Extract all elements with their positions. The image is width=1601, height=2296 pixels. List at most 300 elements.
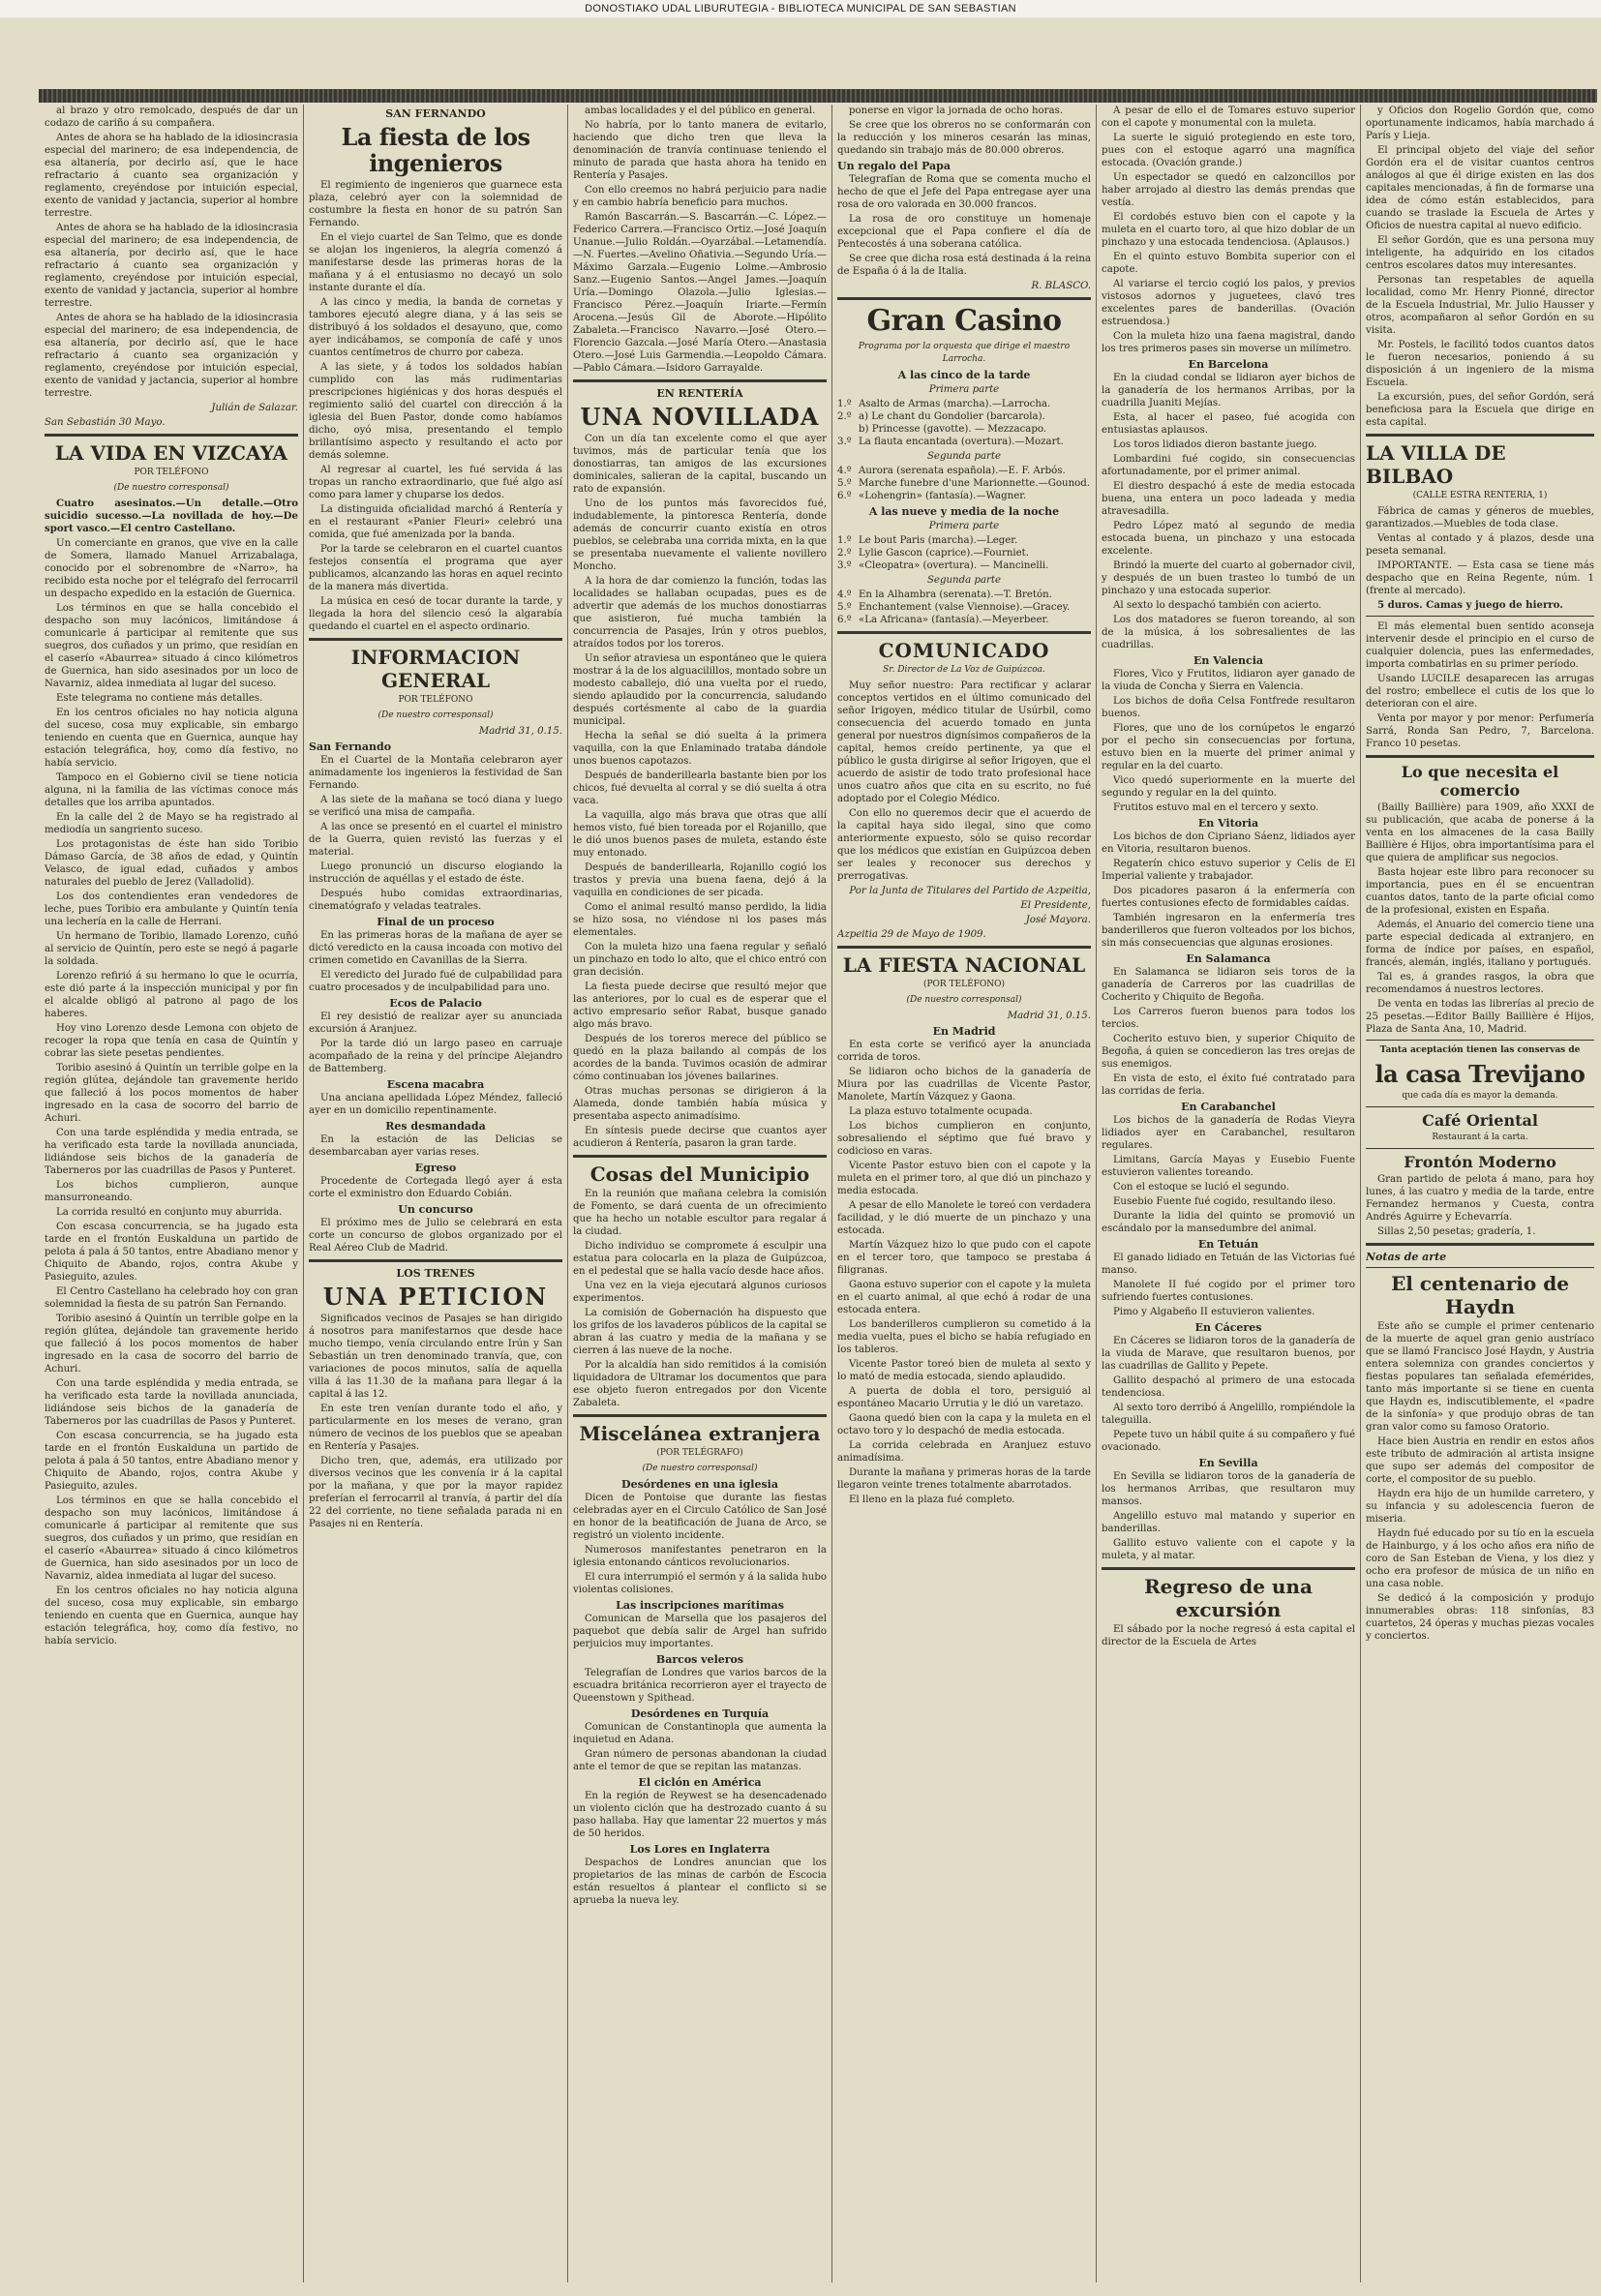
subhead: San Fernando xyxy=(309,740,392,753)
program-part: Segunda parte xyxy=(926,451,1002,462)
divider xyxy=(309,638,562,641)
article-text: El ganado lidiado en Tetuán de las Victorias fué manso. xyxy=(1102,1253,1355,1276)
article-text: En la calle del 2 de Mayo se ha registrado al mediodía un sangriento suceso. xyxy=(45,812,298,835)
article-text: La distinguida oficialidad marchó á Rentería y en el restaurant «Panier Fleuri» celebró una comida, que fué amenizada por la banda. xyxy=(309,504,562,540)
item-title: Asalto de Armas (marcha).—Larrocha. xyxy=(859,399,1051,409)
column-1 xyxy=(45,105,298,2282)
article-text: ponerse en vigor la jornada de ocho horas. xyxy=(849,106,1064,116)
section-subtitle: (POR TELÉFONO) xyxy=(922,980,1006,989)
item-number: 5.º xyxy=(837,602,852,613)
article-text: A las cinco y media, la banda de cornetas y tambores ejecutó alegre diana, y á las seis se distribuyó á los soldados el desayuno, que, como ayer indicábamos, se componía de café y unos cuantos centímetros de churro por cabeza. xyxy=(309,297,562,358)
article-text: Este año se cumple el primer centenario de la muerte de aquel gran genio austríaco que se llamó Francisco José Haydn, y Austria entera solemniza con grandes conciertos y fiestas populares tan señalada efemérides, tanto más importante si se tiene en cuenta que Haydn es, indiscutiblemente, el «padre de la sinfonía» y que produjo obras de tan gran valor como su famoso Oratorio. xyxy=(1366,1321,1594,1433)
advert-text: que cada día es mayor la demanda. xyxy=(1402,1091,1558,1101)
item-title: a) Le chant du Gondolier (barcarola). xyxy=(859,411,1045,422)
signature: El Presidente, xyxy=(1020,900,1091,911)
article-title: UNA PETICION xyxy=(322,1283,549,1311)
article-text: Comunican de Marsella que los pasajeros del paquebot que debía salir de Argel han sufrido perjuicios muy importantes. xyxy=(573,1614,827,1649)
article-text: Por la tarde se celebraron en el cuartel cuantos festejos consentía el programa que ayer publicamos, alcanzando las horas en aquel recinto de la manera más divertida. xyxy=(309,544,562,592)
article-text: En los centros oficiales no hay noticia alguna del suceso, cosa muy explicable, sin embargo teniendo en cuenta que en Guernica, aunque hay estación telegráfica, hoy, como día festivo, no había servicio. xyxy=(45,708,298,769)
article-text: Con la muleta hizo una faena regular y señaló un pinchazo en todo lo alto, que el chico entró con gran decisión. xyxy=(573,942,827,978)
article-text: Otras muchas personas se dirigieron á la Alameda, donde también había música y presentaba aspecto animadísimo. xyxy=(573,1086,827,1122)
article-text: Brindó la muerte del cuarto al gobernador civil, y después de un buen trasteo lo tumbó de un pinchazo y una estocada superior. xyxy=(1102,560,1355,596)
advert-text: Tal es, á grandes rasgos, la obra que recomendamos á nuestros lectores. xyxy=(1366,972,1594,995)
article-text: Una anciana apellidada López Méndez, falleció ayer en un domicilio repentinamente. xyxy=(309,1093,562,1116)
subhead: Desórdenes en una iglesia xyxy=(621,1478,778,1491)
article-text: Ramón Bascarrán.—S. Bascarrán.—C. López.—Federico Carrera.—Francisco Ortiz.—José Joaquín Unanue.—Julio Roldán.—Oyarzábal.—Letamendía.—N. Fuertes.—Avelino Oñativia.—Segundo Uría.—Máximo Garzala.—Eugenio Lolme.—Ambrosio Sanz.—Eugenio Santos.—Angel James.—Joaquín Uría.—Domingo Olazola.—Julio Iglesias.—Francisco Pérez.—Joaquín Iriarte.—Fermín Arocena.—Jesús Gil de Aborote.—Hipólito Zabaleta.—Francisco Navarro.—José Otero.—Florencio Gazcala.—José María Otero.—Anastasia Otero.—José Luis Garmendia.—Leopoldo Cámara.—Pablo Cámara.—Isidoro Garrayalde. xyxy=(573,212,827,374)
subhead: Final de un proceso xyxy=(377,916,495,928)
item-title: Aurora (serenata española).—E. F. Arbós. xyxy=(859,466,1066,476)
article-text: En las primeras horas de la mañana de ayer se dictó veredicto en la causa incoada con motivo del crimen cometido en Cavanillas de la Sierra. xyxy=(309,930,562,966)
article-text: Eusebio Fuente fué cogido, resultando ileso. xyxy=(1113,1196,1336,1207)
program-item xyxy=(837,534,1091,547)
article-text: La corrida celebrada en Aranjuez estuvo animadísima. xyxy=(837,1440,1091,1464)
advert-text: Fábrica de camas y géneros de muebles, garantizados.—Muebles de toda clase. xyxy=(1366,506,1594,529)
article-text: Un comerciante en granos, que vive en la calle de Somera, llamado Manuel Arrizabalaga, conocido por el sobrenombre de «Narro», ha recibido esta noche por el telégrafo del ferrocarril un despacho expedido en la estación de Guernica. xyxy=(45,538,298,599)
article-text: En la ciudad condal se lidiaron ayer bichos de la ganadería de los hermanos Arribas, por la cuadrilla Juaniti Mejías. xyxy=(1102,373,1355,408)
article-text: La plaza estuvo totalmente ocupada. xyxy=(849,1106,1033,1117)
divider xyxy=(309,1259,562,1262)
article-text: La música en cesó de tocar durante la tarde, y llegada la hora del silencio cesó la algarabía quedando el cuartel en el aspecto ordinario. xyxy=(309,596,562,632)
advert-text: (Bailly Baillière) para 1909, año XXXI de su publicación, que acaba de ponerse á la venta en los almacenes de la casa Bailly Baillière é Hijos, obra importantísima para el que quiera de amplificar sus negocios. xyxy=(1366,802,1594,863)
dateline: Madrid 31, 0.15. xyxy=(1007,1011,1091,1021)
advert-text: Venta por mayor y por menor: Perfumería Sarrá, Ronda San Pedro, 7, Barcelona. Franco 10 pesetas. xyxy=(1366,713,1594,749)
article-text: Los protagonistas de éste han sido Toribio Dámaso García, de 38 años de edad, y Quintín Velasco, de igual edad, cuñados y ambos naturales del pueblo de Jerez (Valladolid). xyxy=(45,839,298,888)
article-text: Los Carreros fueron buenos para todos los tercios. xyxy=(1102,1007,1355,1030)
article-text: Con una tarde espléndida y media entrada, se ha verificado esta tarde la novillada anunciada, lidiándose seis bichos de la ganadería de Taberneros por las cuadrillas de Pasos y Punteret. xyxy=(45,1128,298,1176)
subhead: Escena macabra xyxy=(386,1078,485,1091)
dateline: Azpeitia 29 de Mayo de 1909. xyxy=(837,929,986,940)
article-text: Pimo y Algabeño II estuvieron valientes. xyxy=(1113,1307,1315,1317)
article-text: Toribio asesinó á Quintín un terrible golpe en la región glútea, dejándole tan gravemente herido que falleció á los pocos momentos de haber ingresado en la casa de socorro del barrio de Achuri. xyxy=(45,1063,298,1124)
article-text: En esta corte se verificó ayer la anunciada corrida de toros. xyxy=(837,1040,1091,1063)
article-text: Con el estoque se lució el segundo. xyxy=(1113,1182,1289,1193)
item-number: 2.º xyxy=(837,548,852,559)
section-title: COMUNICADO xyxy=(878,639,1050,662)
article-text: El próximo mes de Julio se celebrará en esta corte un concurso de globos organizado por el Real Aéreo Club de Madrid. xyxy=(309,1218,562,1254)
article-text: Hecha la señal se dió suelta á la primera vaquilla, con la que Enlaminado trataba dándole unos buenos capotazos. xyxy=(573,731,827,767)
article-text: En Sevilla se lidiaron toros de la ganadería de los hermanos Arribas, que resultaron muy mansos. xyxy=(1102,1471,1355,1507)
subhead: Las inscripciones marítimas xyxy=(616,1599,784,1612)
dateline: Madrid 31, 0.15. xyxy=(478,726,562,737)
article-text: Toribio asesinó á Quintín un terrible golpe en la región glútea, dejándole tan gravemente herido que falleció á los pocos momentos de haber ingresado en la casa de socorro del barrio de Achuri. xyxy=(45,1314,298,1375)
program-item xyxy=(837,465,1091,477)
article-text: Gaona quedó bien con la capa y la muleta en el octavo toro y lo despachó de media estocada. xyxy=(837,1413,1091,1436)
article-text: Al regresar al cuartel, les fué servida á las tropas un rancho extraordinario, que fué algo así como para lamer y chuparse los dedos. xyxy=(309,465,562,500)
section-title: LA FIESTA NACIONAL xyxy=(842,953,1086,977)
divider xyxy=(1366,1267,1594,1268)
article-text: Hace bien Austria en rendir en estos años este tributo de admiración al artista insigne que supo ser además del compositor de corte, el compositor de su pueblo. xyxy=(1366,1436,1594,1485)
article-text: El veredicto del Jurado fué de culpabilidad para cuatro procesados y de inculpabilidad para uno. xyxy=(309,970,562,993)
article-text: Haydn era hijo de un humilde carretero, y su infancia y su adolescencia fueron de miseria. xyxy=(1366,1489,1594,1525)
article-text: Limitans, García Mayas y Eusebio Fuente estuvieron valientes toreando. xyxy=(1102,1155,1355,1178)
section-kicker: SAN FERNANDO xyxy=(385,107,486,120)
subhead: Egreso xyxy=(414,1162,457,1174)
article-text: Al sexto toro derribó á Angelillo, rompiéndole la taleguilla. xyxy=(1102,1403,1355,1426)
article-text: Numerosos manifestantes penetraron en la iglesia entonando cánticos revolucionarios. xyxy=(573,1545,827,1568)
article-text: Gran número de personas abandonan la ciudad ante el temor de que se repitan las matanzas. xyxy=(573,1749,827,1772)
article-text: El cordobés estuvo bien con el capote y la muleta en el cuarto toro, al que hizo doblar de un pinchazo y una estocada tendenciosa. (Aplausos.) xyxy=(1102,212,1355,248)
item-number: 5.º xyxy=(837,478,852,489)
divider xyxy=(573,379,827,382)
program-item xyxy=(837,559,1091,572)
column-5 xyxy=(1102,105,1355,2282)
divider xyxy=(1366,1040,1594,1041)
article-text: Los bichos cumplieron en conjunto, sobresaliendo el séptimo que fué bravo y codicioso en varas. xyxy=(837,1121,1091,1157)
item-number: 1.º xyxy=(837,399,852,409)
advert-title: LA VILLA DE BILBAO xyxy=(1366,441,1506,488)
signature: Por la Junta de Titulares del Partido de Azpeitia, xyxy=(849,886,1091,896)
program-item xyxy=(837,477,1091,490)
advert-text: Usando LUCILE desaparecen las arrugas del rostro; embellece el cutis de los que lo deterioran con el aire. xyxy=(1366,674,1594,710)
column-4 xyxy=(837,105,1091,2282)
concert-program xyxy=(837,369,1091,626)
subhead: Desórdenes en Turquía xyxy=(630,1707,770,1720)
item-title: Le bout Paris (marcha).—Leger. xyxy=(859,535,1018,546)
article-text: A las once se presentó en el cuartel el ministro de la Guerra, quien revistó las fuerzas y el material. xyxy=(309,822,562,858)
article-text: Gaona estuvo superior con el capote y la muleta en el cuarto animal, al que echó á rodar de una estocada entera. xyxy=(837,1280,1091,1315)
article-text: En el viejo cuartel de San Telmo, que es donde se alojan los ingenieros, la alegría comenzó á manifestarse desde las primeras horas de la mañana y á el entusiasmo no decayó un solo instante durante el día. xyxy=(309,232,562,293)
article-text: Vico quedó superiormente en la muerte del segundo y regular en la del quinto. xyxy=(1102,775,1355,799)
article-text: Luego pronunció un discurso elogiando la instrucción de aquéllas y el estado de éste. xyxy=(309,861,562,885)
article-text: Antes de ahora se ha hablado de la idiosincrasia especial del marinero; de esa independencia, de esa altanería, por decirlo así, que le hace refractario á cuanto sea organización y reglamento, creyéndose por intuición especial, exento de vanidad y jactancia, superior al hombre terrestre. xyxy=(45,223,298,309)
article-text: Muy señor nuestro: Para rectificar y aclarar conceptos vertidos en el último comunicado del señor Irigoyen, médico titular de Usúrbil, como consecuencia del acuerdo tomado en junta general por nuestros dignísimos compañeros de la capital, hemos creído pertinente, ya que el público le gusta dirigirse al señor Irigoyen, que el acuerdo de asistir de todo trato profesional hace unos cuatro años que cita en su escrito, no fué adoptado por el Colegio Médico. xyxy=(837,680,1091,804)
subhead: En Sevilla xyxy=(1198,1457,1258,1469)
article-text: Por la tarde dió un largo paseo en carruaje acompañado de la reina y del príncipe Alejandro de Battemberg. xyxy=(309,1039,562,1074)
article-title: La fiesta de los ingenieros xyxy=(341,123,530,177)
section-subtitle: Programa por la orquesta que dirige el maestro Larrocha. xyxy=(858,342,1071,364)
advert-text: Sillas 2,50 pesetas; gradería, 1. xyxy=(1377,1226,1536,1237)
salutation: Sr. Director de La Voz de Guipúzcoa. xyxy=(883,665,1045,675)
article-text: No habría, por lo tanto manera de evitarlo, haciendo que dicho tren que lleva la denominación de tranvía continuase teniendo el minuto de parada que hasta ahora ha tenido en Rentería y Pasajes. xyxy=(573,120,827,181)
program-part: Primera parte xyxy=(928,384,1000,395)
program-time: A las nueve y media de la noche xyxy=(868,505,1060,518)
subhead: En Barcelona xyxy=(1188,358,1269,371)
article-title: El centenario de Haydn xyxy=(1391,1272,1569,1318)
dateline: San Sebastián 30 Mayo. xyxy=(45,417,166,428)
column-3 xyxy=(573,105,827,2282)
item-number: 2.º xyxy=(837,411,852,422)
article-text: La vaquilla, algo más brava que otras que allí hemos visto, fué bien toreada por el Rojanillo, que le dió unos buenos pases de muleta, estando éste muy entonado. xyxy=(573,810,827,859)
article-text: La fiesta puede decirse que resultó mejor que las anteriores, por lo cual es de esperar que el activo empresario señor Rabat, busque ganado algo más bravo. xyxy=(573,982,827,1030)
article-text: Gallito estuvo valiente con el capote y la muleta, y al matar. xyxy=(1102,1538,1355,1561)
item-number: 6.º xyxy=(837,615,852,625)
article-text: Martín Vázquez hizo lo que pudo con el capote en el tercer toro, que tampoco se prestaba á filigranas. xyxy=(837,1240,1091,1276)
item-title: b) Princesse (gavotte). — Mezzacapo. xyxy=(859,424,1047,435)
section-subtitle: (POR TELÉGRAFO) xyxy=(656,1448,743,1458)
divider xyxy=(573,1155,827,1158)
item-number: 1.º xyxy=(837,535,852,546)
advert-subtitle: Restaurant á la carta. xyxy=(1432,1133,1528,1142)
article-text: Un hermano de Toribio, llamado Lorenzo, cuñó al servicio de Quintín, pero este se negó á pagarle la soldada. xyxy=(45,931,298,967)
article-text: Telegrafían de Roma que se comenta mucho el hecho de que el Jefe del Papa entregase ayer una rosa de oro valorada en 30.000 francos. xyxy=(837,174,1091,210)
section-subtitle: POR TELÉFONO xyxy=(134,468,209,477)
program-item xyxy=(837,490,1091,502)
article-text: Con una tarde espléndida y media entrada, se ha verificado esta tarde la novillada anunciada, lidiándose seis bichos de la ganadería de Taberneros por las cuadrillas de Pasos y Punteret. xyxy=(45,1378,298,1427)
program-item xyxy=(837,423,1091,436)
article-text: Este telegrama no contiene más detalles. xyxy=(56,693,263,704)
article-text: En síntesis puede decirse que cuantos ayer acudieron á Rentería, pasaron la gran tarde. xyxy=(573,1126,827,1149)
program-item xyxy=(837,601,1091,614)
program-item xyxy=(837,436,1091,448)
article-text: Vicente Pastor estuvo bien con el capote y la muleta en el primer toro, al que dió un pinchazo y media estocada. xyxy=(837,1161,1091,1196)
article-text: Los términos en que se halla concebido el despacho son muy lacónicos, limitándose á comunicarle á participar al remitente que sus suegros, dos cuñados y un primo, que residían en el caserío «Abaurrea» situado á cinco kilómetros de Guernica, han sido asesinados por un loco de Navarniz, aldea inmediata al lugar del suceso. xyxy=(45,1495,298,1582)
advert-title: Café Oriental xyxy=(1422,1111,1538,1130)
section-subtitle: (De nuestro corresponsal) xyxy=(906,995,1022,1005)
article-text: El principal objeto del viaje del señor Gordón era el de visitar cuantos centros análogos al que él dirige existen en las dos capitales mencionadas, á fin de formarse una idea de cómo están establecidos, para cuando se traslade la Escuela de Artes y Oficios de nuestra capital al nuevo edificio. xyxy=(1366,145,1594,231)
article-text: Mr. Postels, le facilitó todos cuantos datos le fueron necesarios, poniendo á su disposición á un ingeniero de la misma Escuela. xyxy=(1366,340,1594,388)
divider xyxy=(1366,434,1594,437)
advert-text: Tanta aceptación tienen las conservas de xyxy=(1379,1045,1581,1055)
article-text: Cocherito estuvo bien, y superior Chiquito de Begoña, á quien se concedieron las tres orejas de sus enemigos. xyxy=(1102,1034,1355,1070)
program-time: A las cinco de la tarde xyxy=(897,369,1031,381)
article-title: Cosas del Municipio xyxy=(589,1163,810,1186)
article-text: Antes de ahora se ha hablado de la idiosincrasia especial del marinero; de esa independencia, de esa altanería, por decirlo así, que le hace refractario á cuanto sea organización y reglamento, creyéndose por intuición especial, exento de vanidad y jactancia, superior al hombre terrestre. xyxy=(45,313,298,399)
article-text: La excursión, pues, del señor Gordón, será beneficiosa para la Escuela que dirige en esta capital. xyxy=(1366,392,1594,428)
article-text: Los bichos de doña Celsa Fontfrede resultaron buenos. xyxy=(1102,696,1355,719)
section-kicker: LOS TRENES xyxy=(396,1267,475,1280)
column-divider xyxy=(1360,105,1361,2282)
article-text: Se lidiaron ocho bichos de la ganadería de Miura por las cuadrillas de Vicente Pastor, Manolete, Martín Vázquez y Gaona. xyxy=(837,1067,1091,1103)
article-text: Personas tan respetables de aquella localidad, como Mr. Henry Pionné, director de la Escuela Industrial, Mr. Julio Hausser y otros, acompañaron al señor Gordón en su visita. xyxy=(1366,275,1594,336)
subhead: En Carabanchel xyxy=(1181,1101,1276,1113)
article-text: Se cree que dicha rosa está destinada á la reina de España ó á la de Italia. xyxy=(837,254,1091,277)
article-text: Flores, que uno de los cornúpetos le engarzó por el pecho sin consecuencias por fortuna, estuvo bien en la muerte del primer animal y regular en la del cuarto. xyxy=(1102,723,1355,771)
item-title: Enchantement (valse Viennoise).—Gracey. xyxy=(859,602,1071,613)
advert-subtitle: (CALLE ESTRA RENTERIA, 1) xyxy=(1412,491,1548,500)
column-divider xyxy=(1096,105,1097,2282)
masthead-rule xyxy=(39,89,1597,103)
article-text: La suerte le siguió protegiendo en este toro, pues con el estoque agarró una magnífica estocada. (Ovación grande.) xyxy=(1102,133,1355,168)
article-text: En vista de esto, el éxito fué contratado para las corridas de feria. xyxy=(1102,1073,1355,1097)
article-text: Un espectador se quedó en calzoncillos por haber arrojado al diestro las demás prendas que vestía. xyxy=(1102,172,1355,208)
subhead: En Tetuán xyxy=(1197,1238,1259,1251)
article-text: Como el animal resultó manso perdido, la lidia se hizo sosa, no viéndose ni los pases más elementales. xyxy=(573,902,827,938)
signature: José Mayora. xyxy=(1025,915,1091,925)
article-text: Hoy vino Lorenzo desde Lemona con objeto de recoger la ropa que tenía en casa de Quintín y cobrar las siete pesetas pendientes. xyxy=(45,1023,298,1059)
article-text: Durante la mañana y primeras horas de la tarde llegaron veinte trenes totalmente abarrotados. xyxy=(837,1467,1091,1491)
article-text: En Salamanca se lidiaron seis toros de la ganadería de Carreros por las cuadrillas de Cocherito y Chiquito de Begoña. xyxy=(1102,967,1355,1003)
advert-text: De venta en todas las librerías al precio de 25 pesetas.—Editor Bailly Baillière é Hijos, Plaza de Santa Ana, 10, Madrid. xyxy=(1366,999,1594,1035)
article-text: ambas localidades y el del público en general. xyxy=(585,106,816,116)
program-item xyxy=(837,398,1091,410)
article-text: Haydn fué educado por su tío en la escuela de Hainburgo, y á los ocho años era niño de coro de San Esteban de Viena, y los diez y ocho era profesor de música de un niño en una casa noble. xyxy=(1366,1528,1594,1589)
section-subtitle: (De nuestro corresponsal) xyxy=(642,1464,758,1473)
article-text: Con un día tan excelente como el que ayer tuvimos, más de particular tenía que los donostiarras, tan amigos de las excursiones dominicales, salieran de la capital, buscando un rato de expansión. xyxy=(573,434,827,495)
advert-title: Frontón Moderno xyxy=(1404,1153,1556,1171)
item-title: «Cleopatra» (overtura). — Mancinelli. xyxy=(859,560,1049,571)
item-title: «La Africana» (fantasía).—Meyerbeer. xyxy=(859,615,1049,625)
section-subtitle: POR TELÉFONO xyxy=(398,695,473,705)
article-text: Angelillo estuvo mal matando y superior en banderillas. xyxy=(1102,1511,1355,1534)
subhead: Res desmandada xyxy=(385,1120,486,1133)
section-kicker: Notas de arte xyxy=(1366,1251,1447,1263)
article-text: Comunican de Constantinopla que aumenta la inquietud en Adana. xyxy=(573,1722,827,1745)
article-title: Regreso de una excursión xyxy=(1144,1575,1313,1621)
article-text: Con escasa concurrencia, se ha jugado esta tarde en el frontón Euskalduna un partido de pelota á pala á 50 tantos, entre Abadiano menor y Chiquito de Abando, rojos, contra Akube y Pasieguito, azules. xyxy=(45,1431,298,1492)
article-text: A pesar de ello Manolete le toreó con verdadera facilidad, y le dió muerte de un pinchazo y una estocada. xyxy=(837,1200,1091,1236)
article-text: Telegrafían de Londres que varios barcos de la escuadra británica recorrieron ayer el trayecto de Queenstown y Spithead. xyxy=(573,1668,827,1704)
article-text: Despachos de Londres anuncian que los propietarios de las minas de carbón de Escocia están resueltos á plantear el conflicto si se aprueba la nueva ley. xyxy=(573,1858,827,1906)
article-text: También ingresaron en la enfermería tres banderilleros que fueron volteados por los bichos, sin más consecuencias que algunas erosiones. xyxy=(1102,913,1355,949)
article-text: En la región de Reywest se ha desencadenado un violento ciclón que ha destrozado cuanto á su paso hallaba. Hay que lamentar 22 muertos y más de 50 heridos. xyxy=(573,1791,827,1839)
advert-text: Además, el Anuario del comercio tiene una parte especial dedicada al extranjero, en forma de índice por países, en español, francés, alemán, inglés, italiano y portugués. xyxy=(1366,920,1594,968)
article-text: Se dedicó á la composición y produjo innumerables obras: 118 sinfonías, 83 cuartetos, 24 óperas y muchas piezas vocales y conciertos. xyxy=(1366,1593,1594,1642)
article-text: Al sexto lo despachó también con acierto. xyxy=(1113,600,1322,611)
article-text: Procedente de Cortegada llegó ayer á esta corte el exministro don Eduardo Cobián. xyxy=(309,1176,562,1199)
article-text: El señor Gordón, que es una persona muy inteligente, ha adquirido en los citados centros escolares datos muy interesantes. xyxy=(1366,235,1594,271)
divider xyxy=(837,631,1091,634)
advert-text: Gran partido de pelota á mano, para hoy lunes, á las cuatro y media de la tarde, entre Fernandez hermanos y Cuesta, contra Andrés Aguirre y Echevarría. xyxy=(1366,1174,1594,1223)
article-text: El lleno en la plaza fué completo. xyxy=(849,1495,1015,1505)
divider xyxy=(1102,1567,1355,1570)
section-subtitle: (De nuestro corresponsal) xyxy=(113,483,229,493)
article-text: Pedro López mató al segundo de media estocada buena, un pinchazo y una estocada excelente. xyxy=(1102,521,1355,557)
advert-title: Lo que necesita el comercio xyxy=(1401,763,1559,800)
article-text: A puerta de dobla el toro, persiguió al espontáneo Macario Urrutia y le dió un varetazo. xyxy=(837,1386,1091,1409)
article-text: En la estación de las Delicias se desembarcaban ayer varias reses. xyxy=(309,1134,562,1158)
article-text: Pepete tuvo un hábil quite á su compañero y fué ovacionado. xyxy=(1102,1430,1355,1453)
article-text: Los banderilleros cumplieron su cometido á la media vuelta, pues el bicho se había refugiado en los tableros. xyxy=(837,1319,1091,1355)
article-text: Después de los toreros merece del público se quedó en la plaza bailando al compás de los acordes de la banda. Tuvimos ocasión de admirar cómo continuaban los jóvenes bailarines. xyxy=(573,1034,827,1082)
article-text: Esta, al hacer el paseo, fué acogida con entusiastas aplausos. xyxy=(1102,412,1355,436)
article-title: UNA NOVILLADA xyxy=(580,403,820,431)
divider xyxy=(837,297,1091,300)
item-number: 6.º xyxy=(837,491,852,501)
divider xyxy=(1366,755,1594,758)
divider xyxy=(1366,1243,1594,1246)
article-text: El sábado por la noche regresó á esta capital el director de la Escuela de Artes xyxy=(1102,1624,1355,1647)
article-text: El diestro despachó á este de media estocada buena, una entera un poco ladeada y media atravesadilla. xyxy=(1102,481,1355,517)
article-text: Significados vecinos de Pasajes se han dirigido á nosotros para manifestarnos que desde hace mucho tiempo, venía circulando entre Irún y San Sebastián un tren denominado tranvía, que, con variaciones de pocos minutos, salía de aquella villa á las 11.30 de la mañana para llegar á la capital á las 12. xyxy=(309,1314,562,1400)
article-text: Con ello no queremos decir que el acuerdo de la capital haya sido ilegal, sino que como anteriormente expuesto, sólo se quiso recordar que los médicos que existían en Guipúzcoa deben ser leales y reconocer sus derechos y prerrogativas. xyxy=(837,808,1091,882)
article-text: Los dos contendientes eran vendedores de leche, pues Toribio era ambulante y Quintín tenía una lechería en la calle de Herrani. xyxy=(45,891,298,927)
subhead: En Vitoria xyxy=(1197,817,1259,830)
program-part: Primera parte xyxy=(928,521,1000,531)
article-text: Dicho individuo se compromete á esculpir una estatua para colocarla en la plaza de Guipúzcoa, en el pedestal que se halla vacío desde hace años. xyxy=(573,1241,827,1277)
article-text: Un señor atraviesa un espontáneo que le quiera mostrar á la de los alguacilillos, montado sobre un modesto caballejo, dió una vuelta por el ruedo, siendo aplaudido por la concurrencia, saludando después cortésmente al cabo de la guardia municipal. xyxy=(573,653,827,727)
article-text: Regaterín chico estuvo superior y Celis de El Imperial valiente y trabajador. xyxy=(1102,859,1355,882)
subhead: Los Lores en Inglaterra xyxy=(629,1843,770,1856)
subhead: En Valencia xyxy=(1193,654,1264,667)
subhead: Un regalo del Papa xyxy=(837,160,951,172)
signature: Julián de Salazar. xyxy=(211,403,298,413)
item-number: 4.º xyxy=(837,589,852,600)
article-text: El regimiento de ingenieros que guarnece esta plaza, celebró ayer con la solemnidad de costumbre la fiesta en honor de su patrón San Fernando. xyxy=(309,180,562,228)
advert-text: 5 duros. Camas y juego de hierro. xyxy=(1377,599,1563,611)
divider xyxy=(1366,1148,1594,1149)
article-text: Después de banderillearla, Rojanillo cogió los trastos y previa una buena faena, dejó á la vaquilla en condiciones de ser picada. xyxy=(573,862,827,898)
article-text: Lombardini fué cogido, sin consecuencias afortunadamente, por el primer animal. xyxy=(1102,454,1355,477)
program-item xyxy=(837,589,1091,601)
article-lead: Cuatro asesinatos.—Un detalle.—Otro suicidio sucesso.—La novillada de hoy.—De sport vasco.—El centro Castellano. xyxy=(45,498,298,534)
article-text: Una vez en la vieja ejecutará algunos curiosos experimentos. xyxy=(573,1281,827,1304)
article-text: Los bichos de don Cipriano Sáenz, lidiados ayer en Vitoria, resultaron buenos. xyxy=(1102,831,1355,855)
article-text: Los términos en que se halla concebido el despacho son muy lacónicos, limitándose á comunicarle á participar al remitente que sus suegros, dos cuñados y un primo, que residían en el caserío «Abaurrea» situado á cinco kilómetros de Guernica, han sido asesinados por un loco de Navarniz, aldea inmediata al lugar del suceso. xyxy=(45,603,298,689)
article-text: A la hora de dar comienzo la función, todas las localidades se hallaban ocupadas, pues es de advertir que además de los muchos donostiarras que asistieron, fué mucha también la concurrencia de Pasajes, Irún y otros pueblos, atraídos todos por los toreros. xyxy=(573,576,827,650)
article-text: En el Cuartel de la Montaña celebraron ayer animadamente los ingenieros la festividad de San Fernando. xyxy=(309,755,562,791)
item-number: 4.º xyxy=(837,466,852,476)
article-text: al brazo y otro remolcado, después de dar un codazo de cariño á su compañera. xyxy=(45,106,298,129)
article-text: Uno de los puntos más favorecidos fué, indudablemente, la pintoresca Rentería, donde además de concurrir cuanto existía en otros pueblos, se celebraba una corrida mixta, en la que se presentaba nuevamente el valiente novillero Moncho. xyxy=(573,498,827,572)
advert-text: Ventas al contado y á plazos, desde una peseta semanal. xyxy=(1366,533,1594,557)
article-text: Con ello creemos no habrá perjuicio para nadie y en cambio habría beneficio para muchos. xyxy=(573,185,827,208)
article-text: En Cáceres se lidiaron toros de la ganadería de la viuda de Marave, que resultaron buenos, por las cuadrillas de Gallito y Pepete. xyxy=(1102,1336,1355,1372)
article-text: El Centro Castellano ha celebrado hoy con gran solemnidad la fiesta de su patrón San Fernando. xyxy=(45,1286,298,1310)
program-item xyxy=(837,547,1091,559)
article-title: Gran Casino xyxy=(866,304,1062,338)
item-title: Lylie Gascon (caprice).—Fourniet. xyxy=(859,548,1029,559)
subhead: Ecos de Palacio xyxy=(389,997,482,1010)
article-text: Por la alcaldía han sido remitidos á la comisión liquidadora de Ultramar los documentos que para ese objeto fueron entregados por don Vicente Zabaleta. xyxy=(573,1360,827,1408)
article-text: Flores, Vico y Frutitos, lidiaron ayer ganado de la viuda de Concha y Sierra en Valencia. xyxy=(1102,669,1355,692)
divider xyxy=(1366,1106,1594,1107)
advert-text: IMPORTANTE. — Esta casa se tiene más despacho que en Reina Regente, núm. 1 (frente al mercado). xyxy=(1366,560,1594,596)
article-text: El cura interrumpió el sermón y á la salida hubo violentas colisiones. xyxy=(573,1572,827,1595)
item-title: En la Alhambra (serenata).—T. Bretón. xyxy=(859,589,1052,600)
item-title: La flauta encantada (overtura).—Mozart. xyxy=(859,437,1064,447)
article-text: A pesar de ello el de Tomares estuvo superior con el capote y monumental con la muleta. xyxy=(1102,106,1355,129)
article-text: Con la muleta hizo una faena magistral, dando los tres primeros pases sin moverse un milímetro. xyxy=(1102,331,1355,354)
article-text: Dos picadores pasaron á la enfermería con fuertes contusiones efecto de formidables caídas. xyxy=(1102,886,1355,909)
article-text: Vicente Pastor toreó bien de muleta al sexto y lo mató de media estocada, siendo aplaudido. xyxy=(837,1359,1091,1382)
divider xyxy=(45,434,298,437)
divider xyxy=(837,946,1091,949)
article-text: Con escasa concurrencia, se ha jugado esta tarde en el frontón Euskalduna un partido de pelota á pala á 50 tantos, entre Abadiano menor y Chiquito de Abando, rojos, contra Akube y Pasieguito, azules. xyxy=(45,1222,298,1283)
item-title: Marche funebre d'une Marionnette.—Gounod. xyxy=(859,478,1091,489)
article-text: Después hubo comidas extraordinarias, cinematógrafo y veladas teatrales. xyxy=(309,889,562,912)
subhead: El ciclón en América xyxy=(638,1776,762,1789)
program-part: Segunda parte xyxy=(926,575,1002,586)
section-title: INFORMACION GENERAL xyxy=(350,646,521,692)
subhead: En Cáceres xyxy=(1194,1321,1262,1334)
section-title: LA VIDA EN VIZCAYA xyxy=(54,441,288,465)
advert-text: El más elemental buen sentido aconseja intervenir desde el principio en el curso de cualquier dolencia, pues las enfermedades, importa combatirlas en su primer período. xyxy=(1366,621,1594,670)
column-divider xyxy=(831,105,832,2282)
column-2 xyxy=(309,105,562,2282)
article-text: En los centros oficiales no hay noticia alguna del suceso, cosa muy explicable, sin embargo teniendo en cuenta que en Guernica, aunque hay estación telegráfica, hoy, como día festivo, no había servicio. xyxy=(45,1586,298,1646)
section-kicker: EN RENTERÍA xyxy=(656,387,743,400)
article-text: Frutitos estuvo mal en el tercero y sexto. xyxy=(1113,802,1319,813)
article-text: Los bichos cumplieron, aunque mansurroneando. xyxy=(45,1180,298,1203)
article-text: En este tren venían durante todo el año, y particularmente en los meses de verano, gran número de vecinos de los pueblos que se apeaban en Rentería y Pasajes. xyxy=(309,1404,562,1452)
article-text: La rosa de oro constituye un homenaje excepcional que el Papa confiere el día de Pentecostés á una soberana católica. xyxy=(837,214,1091,250)
article-text: Lorenzo refirió á su hermano lo que le ocurría, este dió parte á la inspección municipal y por fin el alcalde obligó al patrono al pago de los haberes. xyxy=(45,971,298,1019)
divider xyxy=(573,1414,827,1417)
article-text: A las siete, y á todos los soldados habían cumplido con las más rudimentarias prescripciones higiénicas y dos horas después el regimiento salió del cuartel con dirección á la iglesia del Buen Pastor, donde como habíamos dicho, oyó misa, presentando el templo brillantísimo aspecto y resultando el acto por demás solemne. xyxy=(309,362,562,461)
subhead: En Salamanca xyxy=(1186,952,1271,965)
article-text: Después de banderillearla bastante bien por los chicos, fué devuelta al corral y se dió suelta á otra vaca. xyxy=(573,770,827,806)
column-divider xyxy=(303,105,304,2282)
article-text: Los toros lidiados dieron bastante juego. xyxy=(1113,439,1317,450)
column-divider xyxy=(567,105,568,2282)
article-text: A las siete de la mañana se tocó diana y luego se verificó una misa de campaña. xyxy=(309,795,562,818)
article-text: Dicen de Pontoise que durante las fiestas celebradas ayer en el Circulo Católico de San José en honor de la beatificación de Juana de Arco, se registró un violento incidente. xyxy=(573,1493,827,1541)
advert-title: la casa Trevijano xyxy=(1374,1060,1586,1088)
section-subtitle: (De nuestro corresponsal) xyxy=(378,710,494,720)
article-text: Se cree que los obreros no se conformarán con la reducción y los mineros cesarán las minas, quedando sin trabajo más de 80.000 obreros. xyxy=(837,120,1091,156)
article-text: Tampoco en el Gobierno civil se tiene noticia alguna, ni la familia de las víctimas conoce más detalles que los arriba apuntados. xyxy=(45,772,298,808)
article-text: En el quinto estuvo Bombita superior con el capote. xyxy=(1102,252,1355,275)
divider xyxy=(1366,616,1594,617)
subhead: En Madrid xyxy=(932,1025,996,1038)
item-number: 3.º xyxy=(837,560,852,571)
article-text: Los dos matadores se fueron toreando, al son de la música, á los sobresalientes de las cuadrillas. xyxy=(1102,615,1355,650)
article-text: La corrida resultó en conjunto muy aburrida. xyxy=(56,1207,283,1218)
program-item xyxy=(837,410,1091,423)
item-title: «Lohengrin» (fantasía).—Wagner. xyxy=(859,491,1027,501)
article-text: Al variarse el tercio cogió los palos, y previos vistosos adornos y juguetees, clavó tres excelentes pares de banderillas. (Ovación estruendosa.) xyxy=(1102,279,1355,327)
article-text: Dicho tren, que, además, era utilizado por diversos vecinos que les convenía ir á la capital por la mañana, y que por la mayor rapidez preferían el ferrocarril al tranvía, á partir del día 22 del corriente, no tiene señalada parada ni en Pasajes ni en Rentería. xyxy=(309,1456,562,1529)
